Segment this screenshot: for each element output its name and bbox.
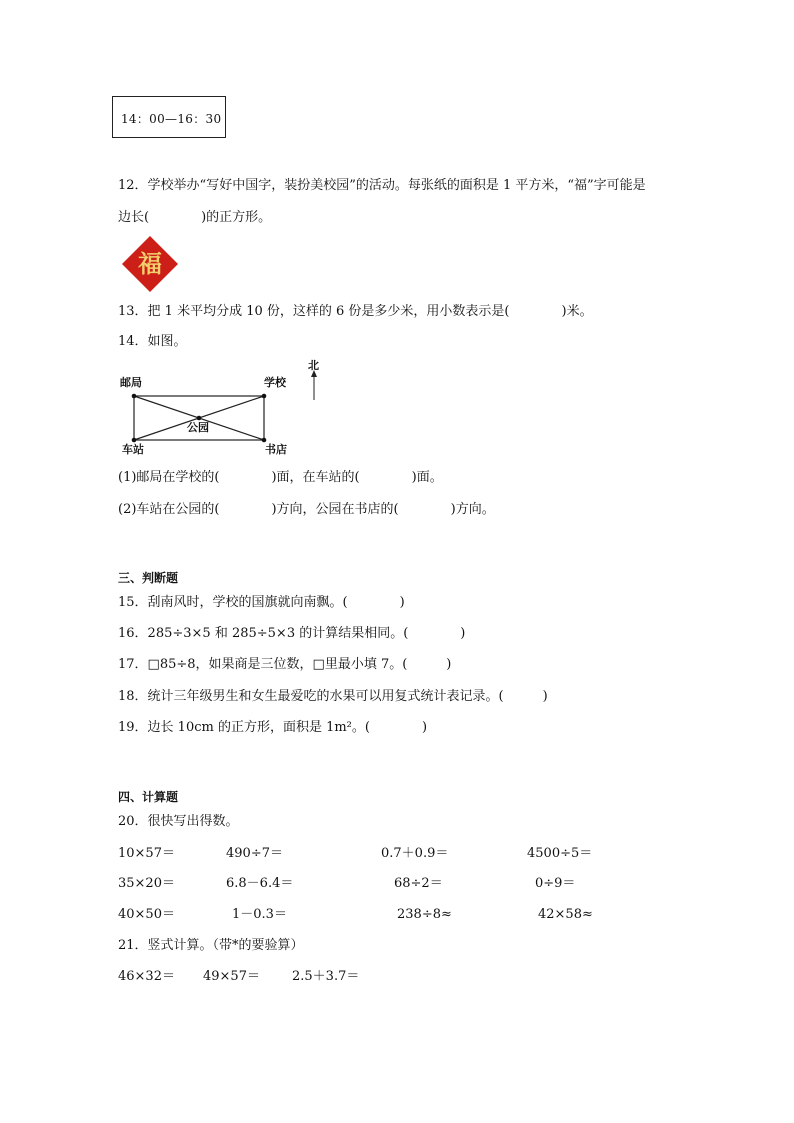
q17-text: 17．□85÷8，如果商是三位数，□里最小填 7。( ) (118, 657, 452, 672)
calc-item: 0.7＋0.9＝ (381, 846, 449, 861)
q21-item: 49×57＝ (203, 969, 260, 984)
calc-item: 490÷7＝ (226, 846, 283, 861)
fu-glyph: 福 (138, 249, 162, 278)
calc-item: 40×50＝ (118, 907, 175, 922)
label-school: 学校 (264, 376, 286, 389)
map-lines (112, 358, 332, 458)
q19-text: 19．边长 10cm 的正方形，面积是 1m²。( ) (118, 720, 428, 735)
q13-text: 13．把 1 米平均分成 10 份，这样的 6 份是多少米，用小数表示是( )米。 (118, 304, 593, 319)
label-north: 北 (308, 359, 319, 372)
calc-item: 238÷8≈ (397, 907, 452, 922)
label-station: 车站 (122, 443, 144, 456)
q14-title: 14．如图。 (118, 334, 187, 349)
q12-line2: 边长( )的正方形。 (118, 210, 272, 225)
q14-sub1: (1)邮局在学校的( )面，在车站的( )面。 (118, 470, 443, 485)
q21-item: 46×32＝ (118, 969, 175, 984)
q16-text: 16．285÷3×5 和 285÷5×3 的计算结果相同。( ) (118, 626, 466, 641)
section-heading-calculation: 四、计算题 (118, 790, 179, 804)
time-box-text: 14：00—16：30 (121, 112, 222, 126)
calc-item: 10×57＝ (118, 846, 175, 861)
label-park: 公园 (187, 421, 209, 434)
map-diagram (112, 358, 332, 458)
q20-title: 20．很快写出得数。 (118, 814, 239, 829)
calc-item: 68÷2＝ (394, 876, 443, 891)
calc-item: 1－0.3＝ (232, 907, 287, 922)
calc-item: 6.8－6.4＝ (226, 876, 294, 891)
label-bookstore: 书店 (265, 443, 287, 456)
q21-title: 21．竖式计算。（带*的要验算） (118, 938, 304, 953)
calc-item: 0÷9＝ (535, 876, 576, 891)
q15-text: 15．刮南风时，学校的国旗就向南飘。( ) (118, 595, 405, 610)
calc-item: 4500÷5＝ (527, 846, 593, 861)
calc-item: 42×58≈ (538, 907, 593, 922)
q21-item: 2.5＋3.7＝ (292, 969, 360, 984)
calc-item: 35×20＝ (118, 876, 175, 891)
time-box (112, 96, 226, 138)
q18-text: 18．统计三年级男生和女生最爱吃的水果可以用复式统计表记录。( ) (118, 689, 548, 704)
q14-sub2: (2)车站在公园的( )方向，公园在书店的( )方向。 (118, 502, 495, 517)
section-heading-judgement: 三、判断题 (118, 571, 179, 585)
q12-line1: 12．学校举办“写好中国字，装扮美校园”的活动。每张纸的面积是 1 平方米，“福”字可能是 (118, 178, 646, 193)
label-post-office: 邮局 (120, 376, 142, 389)
fu-character-image (121, 235, 179, 293)
